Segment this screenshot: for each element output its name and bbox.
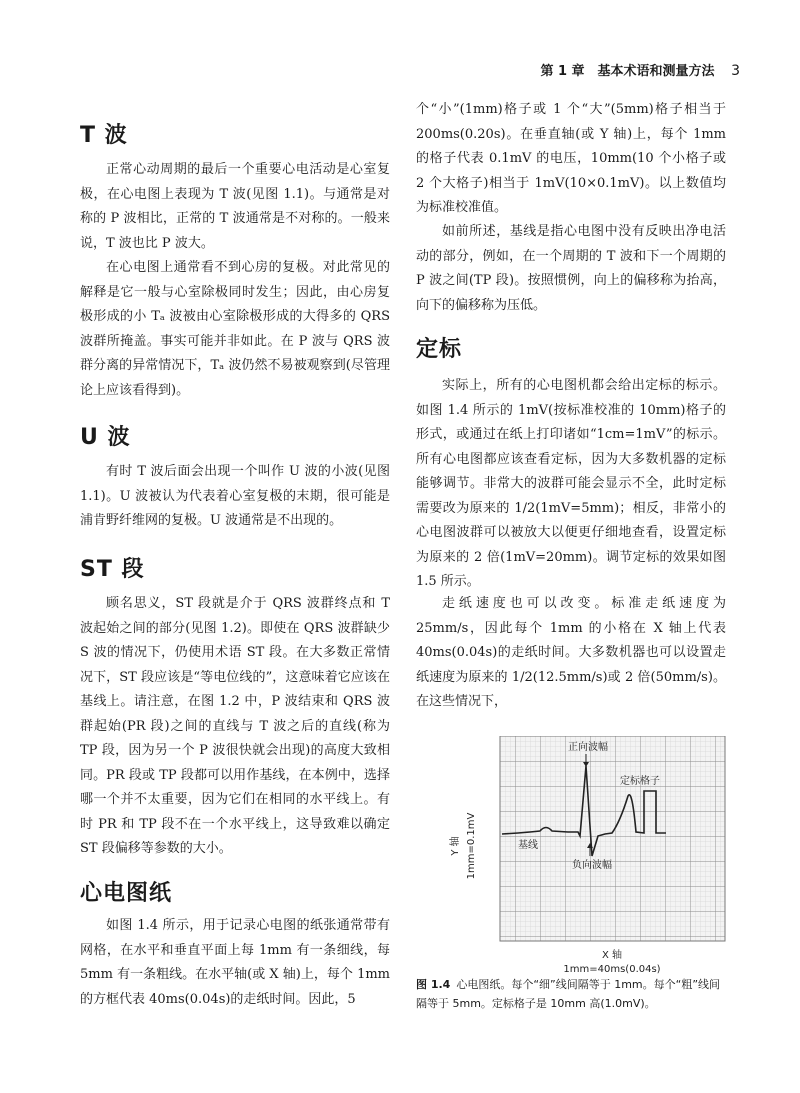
section-title-ecg-paper: 心电图纸 <box>80 881 173 906</box>
grid-lines <box>500 736 725 941</box>
figure-ecg-paper <box>440 736 730 976</box>
x-axis-unit: 1mm=40ms(0.04s) <box>563 964 661 975</box>
label-positive-amplitude: 正向波幅 <box>568 742 608 753</box>
u-wave-paragraph: 有时 T 波后面会出现一个叫作 U 波的小波(见图 1.1)。U 波被认为代表着心室复极的末期，很可能是浦肯野纤维网的复极。U 波通常是不出现的。 <box>80 464 390 528</box>
y-axis-unit: 1mm=0.1mV <box>466 812 477 880</box>
y-axis-label: Y 轴 <box>450 836 461 856</box>
chapter-title: 第 1 章 基本术语和测量方法 <box>540 64 715 79</box>
calibration-paragraph-2: 走纸速度也可以改变。标准走纸速度为 25mm/s，因此每个 1mm 的小格在 X 轴上代表 40ms(0.04s)的走纸时间。大多数机器也可以设置走纸速度为原来的 1/2(12.5mm/s)或 2 倍(50mm/s)。在这些情况下， <box>416 596 726 709</box>
ecg-paper-paragraph-2: 如前所述，基线是指心电图中没有反映出净电活动的部分，例如，在一个周期的 T 波和下一个周期的 P 波之间(TP 段)。按照惯例，向上的偏移称为抬高，向下的偏移称为压低。 <box>416 224 726 313</box>
calibration-paragraph-1: 实际上，所有的心电图机都会给出定标的标示。如图 1.4 所示的 1mV(按标准校准的 10mm)格子的形式，或通过在纸上打印诸如“1cm=1mV”的标示。所有心电图都应该查看定标，因为大多数机器的定标能够调节。非常大的波群可能会显示不全，此时定标需要改为原来的 1/2(1mV=5mm)；相反，非常小的心电图波群可以被放大以便更仔细地查看，设置定标为原来的 2 倍(1mV=20mm)。调节定标的效果如图 1.5 所示。 <box>416 378 726 589</box>
figure-caption-number: 图 1.4 <box>416 978 451 991</box>
section-title-u-wave: U 波 <box>80 425 131 450</box>
page-number: 3 <box>731 63 740 79</box>
ecg-grid-illustration <box>440 736 730 976</box>
t-wave-paragraph-2: 在心电图上通常看不到心房的复极。对此常见的解释是它一般与心室除极同时发生；因此，由心房复极形成的小 Tₐ 波被由心室除极形成的大得多的 QRS 波群所掩盖。事实可能并非如此。在 P 波与 QRS 波群分离的异常情况下，Tₐ 波仍然不易被观察到(尽管理论上应该看得到)。 <box>80 260 390 398</box>
label-baseline: 基线 <box>518 840 538 851</box>
page-header <box>540 60 740 79</box>
figure-caption-text: 心电图纸。每个“细”线间隔等于 1mm。每个“粗”线间隔等于 5mm。定标格子是 10mm 高(1.0mV)。 <box>416 978 721 1010</box>
label-negative-amplitude: 负向波幅 <box>572 860 612 871</box>
x-axis-label: X 轴 <box>601 950 623 961</box>
ecg-paper-paragraph-1: 如图 1.4 所示，用于记录心电图的纸张通常带有网格，在水平和垂直平面上每 1mm 有一条细线，每 5mm 有一条粗线。在水平轴(或 X 轴)上，每个 1mm 的方框代表 40ms(0.04s)的走纸时间。因此，5 <box>80 918 390 1007</box>
t-wave-paragraph-1: 正常心动周期的最后一个重要心电活动是心室复极，在心电图上表现为 T 波(见图 1.1)。与通常是对称的 P 波相比，正常的 T 波通常是不对称的。一般来说，T 波也比 P 波大。 <box>80 162 390 251</box>
section-title-t-wave: T 波 <box>80 123 128 148</box>
section-title-st-segment: ST 段 <box>80 557 145 582</box>
ecg-paper-paragraph-1-cont: 个“小”(1mm)格子或 1 个“大”(5mm)格子相当于 200ms(0.20s)。在垂直轴(或 Y 轴)上，每个 1mm 的格子代表 0.1mV 的电压，10mm(10 个小格子或 2 个大格子)相当于 1mV(10×0.1mV)。以上数值均为标准校准值。 <box>416 102 726 215</box>
section-title-calibration: 定标 <box>416 337 463 362</box>
st-segment-paragraph: 顾名思义，ST 段就是介于 QRS 波群终点和 T 波起始之间的部分(见图 1.2)。即使在 QRS 波群缺少 S 波的情况下，仍使用术语 ST 段。在大多数正常情况下，ST 段应该是“等电位线的”，这意味着它应该在基线上。请注意，在图 1.2 中，P 波结束和 QRS 波群起始(PR 段)之间的直线与 T 波之后的直线(称为 TP 段，因为另一个 P 波很快就会出现)的高度大致相同。PR 段或 TP 段都可以用作基线，在本例中，选择哪一个并不太重要，因为它们在相同的水平线上。有时 PR 和 TP 段不在一个水平线上，这导致难以确定 ST 段偏移等参数的大小。 <box>80 596 390 856</box>
figure-caption <box>416 975 726 1013</box>
label-calibration-box: 定标格子 <box>620 776 660 787</box>
